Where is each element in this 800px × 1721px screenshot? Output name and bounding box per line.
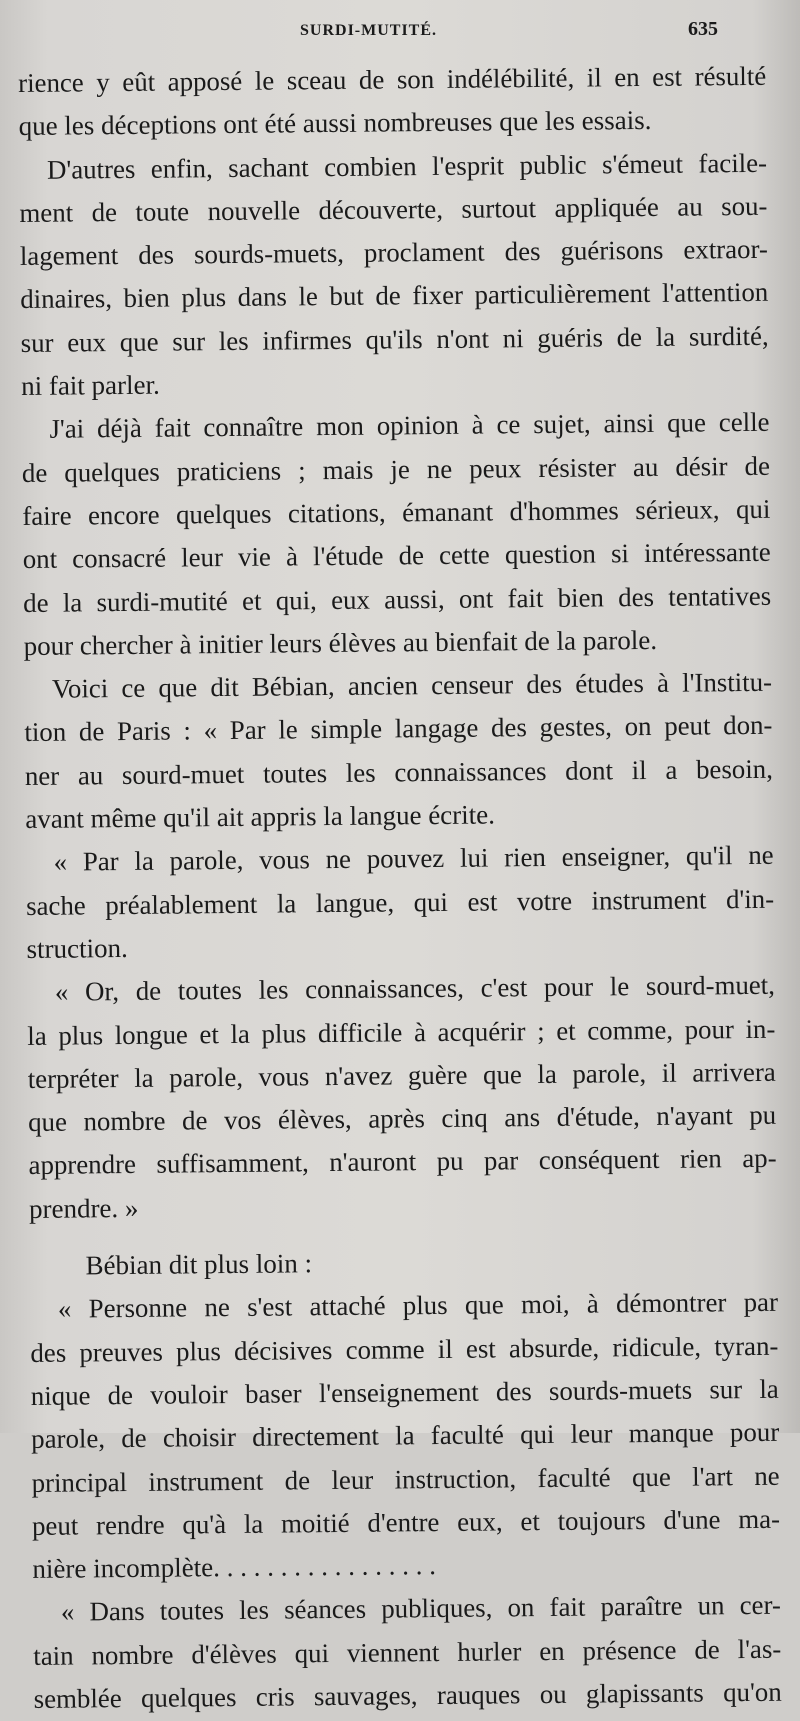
text-line: que nombre de vos élèves, après cinq ans d'étude, n'ayant pu [28, 1099, 777, 1138]
text-line: faire encore quelques citations, émanant d'hommes sérieux, qui [22, 493, 771, 531]
text-line: peut rendre qu'à la moitié d'entre eux, et toujours d'une ma- [31, 1503, 781, 1541]
text-line: sache préalablement la langue, qui est votre instrument d'in- [25, 883, 775, 921]
text-line: ont consacré leur vie à l'étude de cette question si intéressante [22, 537, 771, 575]
paragraph-start-line: Voici ce que dit Bébian, ancien censeur des études à l'Institu- [51, 666, 773, 704]
paragraph-start-line: « Or, de toutes les connaissances, c'est pour le sourd-muet, [54, 970, 776, 1007]
text-line: tain nombre d'élèves qui viennent hurler en présence de l'as- [33, 1633, 782, 1671]
text-line: dinaires, bien plus dans le but de fixer particulièrement l'attention [20, 277, 769, 315]
text-line: ment de toute nouvelle découverte, surtout appliquée au sou- [19, 190, 768, 228]
text-line: parole, de choisir directement la faculté qui leur manque pour [31, 1416, 780, 1455]
paragraph-start-line: « Personne ne s'est attaché plus que moi, à démontrer par [57, 1287, 779, 1324]
text-line: apprendre suffisamment, n'auront pu par conséquent rien ap- [28, 1143, 777, 1181]
paragraph-start-line: J'ai déjà fait connaître mon opinion à ce sujet, ainsi que celle [49, 407, 770, 445]
text-line: nique de vouloir baser l'enseignement des sourds-muets sur la [30, 1373, 779, 1411]
text-line: de la surdi-mutité et qui, eux aussi, ont fait bien des tentatives [23, 580, 772, 618]
text-line: nière incomplète. . . . . . . . . . . . . . . . . [32, 1550, 437, 1585]
text-line: ni fait parler. [20, 369, 160, 402]
text-line: principal instrument de leur instruction, faculté que l'art ne [31, 1460, 780, 1498]
text-line: struction. [26, 932, 128, 964]
page-number: 635 [688, 18, 718, 40]
running-title: SURDI-MUTITÉ. [300, 22, 438, 39]
text-line: la plus longue et la plus difficile à acquérir ; et comme, pour in- [27, 1013, 776, 1051]
text-line: tion de Paris : « Par le simple langage des gestes, on peut don- [24, 710, 773, 748]
text-line: semblée quelques cris sauvages, rauques ou glapissants qu'on [33, 1676, 782, 1714]
text-line: sur eux que sur les infirmes qu'ils n'ont ni guéris de la surdité, [20, 320, 769, 358]
paragraph-start-line: D'autres enfin, sachant combien l'esprit public s'émeut facile- [46, 147, 768, 185]
text-line: prendre. » [28, 1192, 139, 1224]
text-line: de quelques praticiens ; mais je ne peux résister au désir de [21, 450, 771, 488]
text-line: avant même qu'il ait appris la langue écrite. [25, 799, 496, 835]
text-line: ner au sourd-muet toutes les connaissances dont il a besoin, [24, 753, 773, 791]
body-text [18, 55, 782, 1721]
running-head [0, 18, 800, 48]
text-line: terpréter la parole, vous n'avez guère que la parole, il arrivera [27, 1056, 776, 1094]
paragraph-start-line: « Dans toutes les séances publiques, on fait paraître un cer- [60, 1590, 781, 1628]
text-line: lagement des sourds-muets, proclament des guérisons extraor- [19, 233, 768, 272]
paragraph-start-line: Bébian dit plus loin : [85, 1248, 313, 1281]
text-line: pour chercher à initier leurs élèves au bienfait de la parole. [23, 624, 658, 661]
paragraph-start-line: « Par la parole, vous ne pouvez lui rien enseigner, qu'il ne [53, 840, 774, 878]
text-line: rience y eût apposé le sceau de son indélébilité, il en est résulté [18, 60, 767, 98]
text-line: que les déceptions ont été aussi nombreuses que les essais. [18, 105, 652, 142]
text-line: des preuves plus décisives comme il est absurde, ridicule, tyran- [30, 1330, 779, 1368]
